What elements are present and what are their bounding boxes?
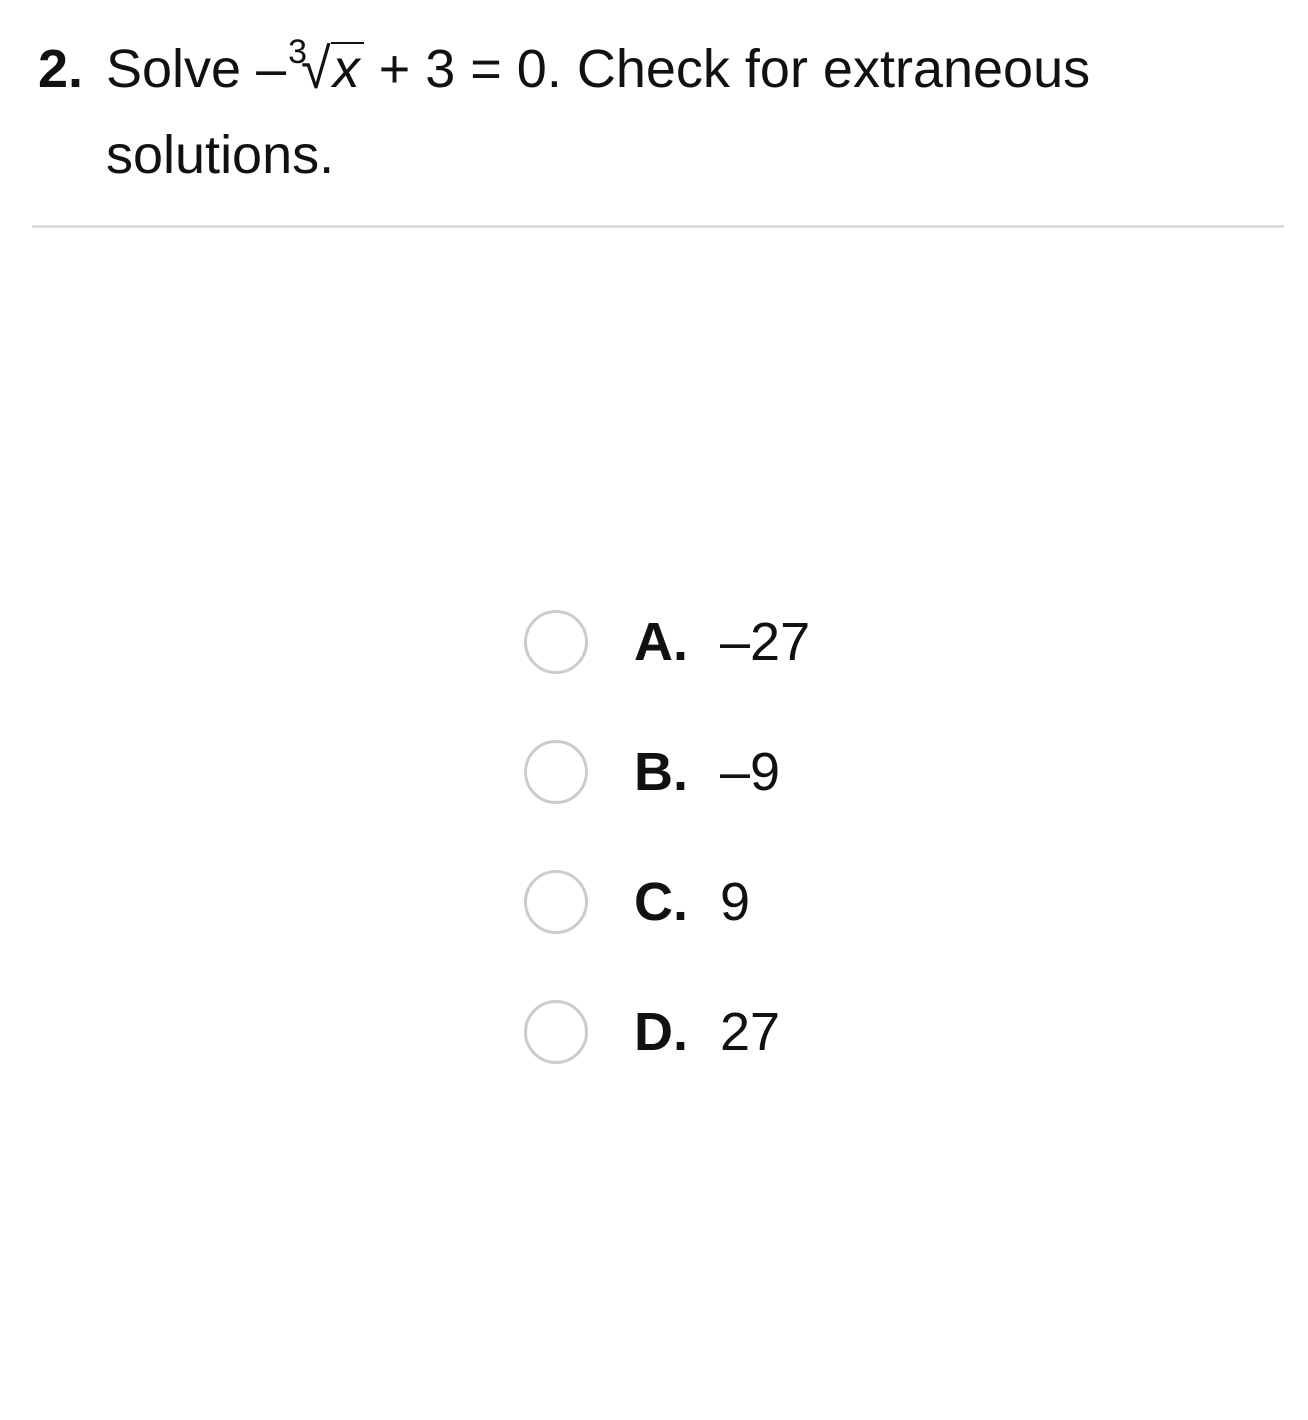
radio-button-c[interactable] [524, 870, 588, 934]
choice-d[interactable] [524, 997, 810, 1067]
radio-button-b[interactable] [524, 740, 588, 804]
choice-letter: C. [634, 872, 688, 932]
choice-value: 27 [720, 1002, 781, 1062]
choice-a[interactable] [524, 607, 810, 677]
divider [32, 225, 1284, 228]
answer-choices [524, 607, 810, 1127]
question-suffix: + 3 = 0. Check for extraneous [363, 39, 1091, 99]
root-index: 3 [288, 33, 308, 71]
cube-root-expression [286, 30, 364, 116]
question-line-1 [38, 30, 1268, 116]
choice-value: 9 [720, 872, 751, 932]
choice-value: –9 [720, 742, 781, 802]
choice-c[interactable] [524, 867, 810, 937]
radio-button-d[interactable] [524, 1000, 588, 1064]
choice-value: –27 [720, 612, 811, 672]
choice-letter: B. [634, 742, 688, 802]
choice-letter: A. [634, 612, 688, 672]
choice-b[interactable] [524, 737, 810, 807]
question-number: 2. [38, 39, 84, 99]
radical-sign-icon: √ [301, 37, 331, 101]
question-text [38, 30, 1268, 195]
question-line-2: solutions. [106, 125, 335, 185]
question-prefix: Solve – [106, 39, 287, 99]
choice-letter: D. [634, 1002, 688, 1062]
radio-button-a[interactable] [524, 610, 588, 674]
radicand: x [331, 42, 364, 94]
